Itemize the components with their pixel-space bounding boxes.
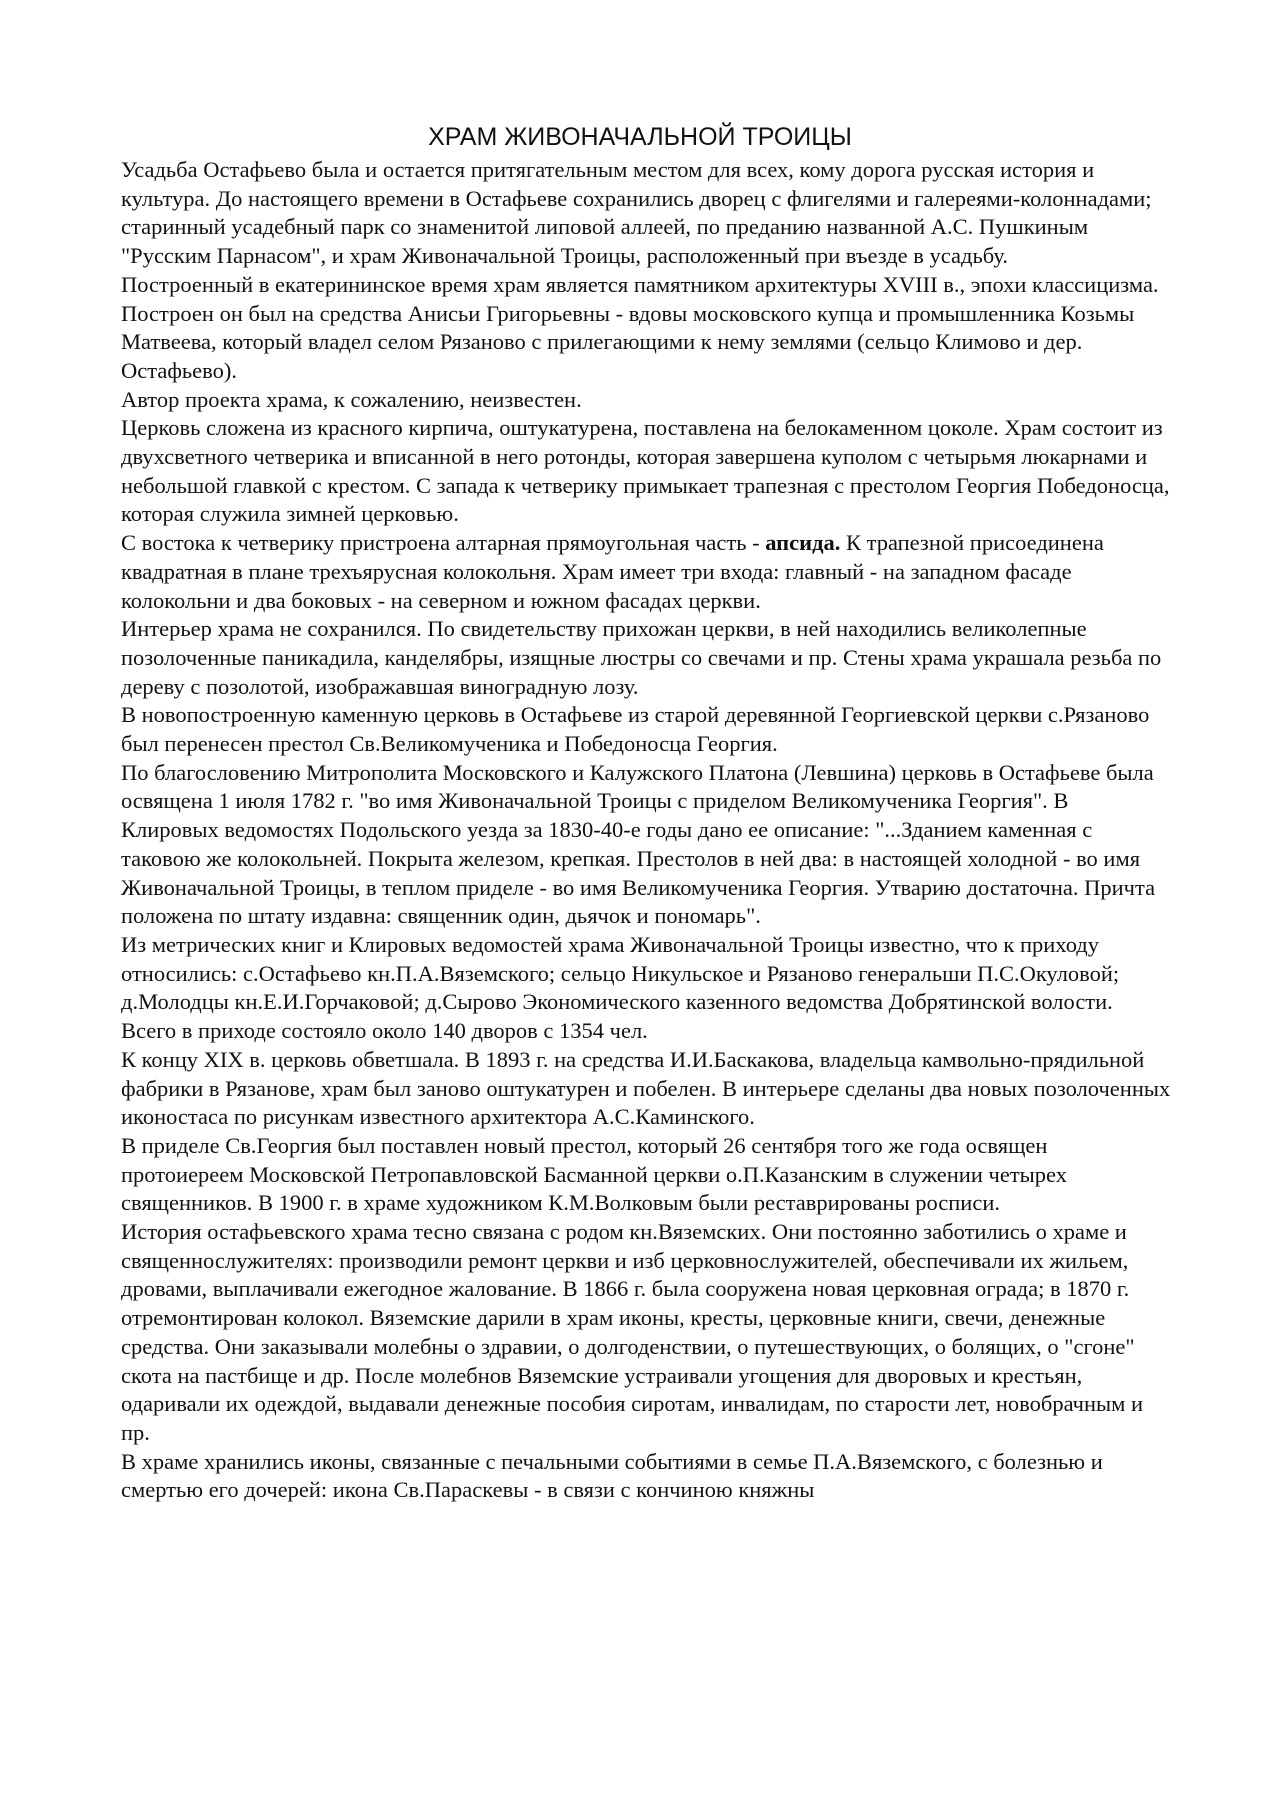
paragraph: Из метрических книг и Клировых ведомостей храма Живоначальной Троицы известно, что к приходу относились: с.Остафьево кн.П.А.Вяземского; сельцо Никульское и Рязаново генеральши П.С.Окуловой; д.Молодцы кн.Е.И.Горчаковой; д.Сырово Экономического казенного ведомства Добрятинской волости. Всего в приходе состояло около 140 дворов с 1354 чел.	[121, 931, 1120, 1044]
paragraph: История остафьевского храма тесно связана с родом кн.Вяземских. Они постоянно заботились о храме и священнослужителях: производили ремонт церкви и изб церковнослужителей, обеспечивали их жильем, дровами, выплачивали ежегодное жалование. В 1866 г. была сооружена новая церковная ограда; в 1870 г. отремонтирован колокол. Вяземские дарили в храм иконы, кресты, церковные книги, свечи, денежные средства. Они заказывали молебны о здравии, о долгоденствии, о путешествующих, о болящих, о "сгоне" скота на пастбище и др. После молебнов Вяземские устраивали угощения для дворовых и крестьян, одаривали их одеждой, выдавали денежные пособия сиротам, инвалидам, по старости лет, новобрачным и пр.	[121, 1219, 1144, 1445]
paragraph: В приделе Св.Георгия был поставлен новый престол, который 26 сентября того же года освящен протоиереем Московской Петропавловской Басманной церкви о.П.Казанским в служении четырех священников. В 1900 г. в храме художником К.М.Волковым были реставрированы росписи.	[121, 1132, 1067, 1216]
paragraph: Интерьер храма не сохранился. По свидетельству прихожан церкви, в ней находились великолепные позолоченные паникадила, канделябры, изящные люстры со свечами и пр. Стены храма украшала резьба по дереву с позолотой, изображавшая виноградную лозу.	[121, 616, 1162, 699]
paragraph: Автор проекта храма, к сожалению, неизвестен.	[121, 386, 582, 412]
document-body	[121, 156, 1171, 1505]
paragraph: К концу XIX в. церковь обветшала. В 1893 г. на средства И.И.Баскакова, владельца камвольно-прядильной фабрики в Рязанове, храм был заново оштукатурен и побелен. В интерьере сделаны два новых позолоченных иконостаса по рисункам известного архитектора А.С.Каминского.	[121, 1046, 1171, 1130]
paragraph: В новопостроенную каменную церковь в Остафьеве из старой деревянной Георгиевской церкви с.Рязаново был перенесен престол Св.Великомученика и Победоносца Георгия.	[121, 702, 1150, 757]
paragraph: В храме хранились иконы, связанные с печальными событиями в семье П.А.Вяземского, с болезнью и смертью его дочерей: икона Св.Параскевы - в связи с кончиною княжны	[121, 1448, 1103, 1503]
paragraph-text: С востока к четверику пристроена алтарная прямоугольная часть -	[121, 530, 766, 556]
paragraph: Построенный в екатерининское время храм является памятником архитектуры XVIII в., эпохи классицизма. Построен он был на средства Анисьи Григорьевны - вдовы московского купца и промышленника Козьмы Матвеева, который владел селом Рязаново с прилегающими к нему землями (сельцо Климово и дер. Остафьево).	[121, 271, 1159, 383]
paragraph: Церковь сложена из красного кирпича, оштукатурена, поставлена на белокаменном цоколе. Храм состоит из двухсветного четверика и вписанной в него ротонды, которая завершена куполом с четырьмя люкарнами и небольшой главкой с крестом. С запада к четверику примыкает трапезная с престолом Георгия Победоносца, которая служила зимней церковью.	[121, 415, 1170, 527]
bold-term-apsida: апсида.	[765, 530, 841, 556]
paragraph-text: К трапезной присоединена квадратная в плане трехъярусная колокольня. Храм имеет три входа: главный - на западном фасаде колокольни и два боковых - на северном и южном фасадах церкви.	[121, 530, 1104, 613]
paragraph-apsida	[121, 529, 1171, 615]
paragraph: По благословению Митрополита Московского и Калужского Платона (Левшина) церковь в Остафьеве была освящена 1 июля 1782 г. "во имя Живоначальной Троицы с приделом Великомученика Георгия". В Клировых ведомостях Подольского уезда за 1830-40-е годы дано ее описание: "...Зданием каменная с таковою же колокольней. Покрыта железом, крепкая. Престолов в ней два: в настоящей холодной - во имя Живоначальной Троицы, в теплом приделе - во имя Великомученика Георгия. Утварию достаточна. Причта положена по штату издавна: священник один, дьячок и пономарь".	[121, 759, 1156, 929]
paragraph: Усадьба Остафьево была и остается притягательным местом для всех, кому дорога русская история и культура. До настоящего времени в Остафьеве сохранились дворец с флигелями и галереями-колоннадами; старинный усадебный парк со знаменитой липовой аллеей, по преданию названной А.С. Пушкиным "Русским Парнасом", и храм Живоначальной Троицы, расположенный при въезде в усадьбу.	[121, 157, 1152, 269]
document-title: ХРАМ ЖИВОНАЧАЛЬНОЙ ТРОИЦЫ	[428, 123, 852, 151]
